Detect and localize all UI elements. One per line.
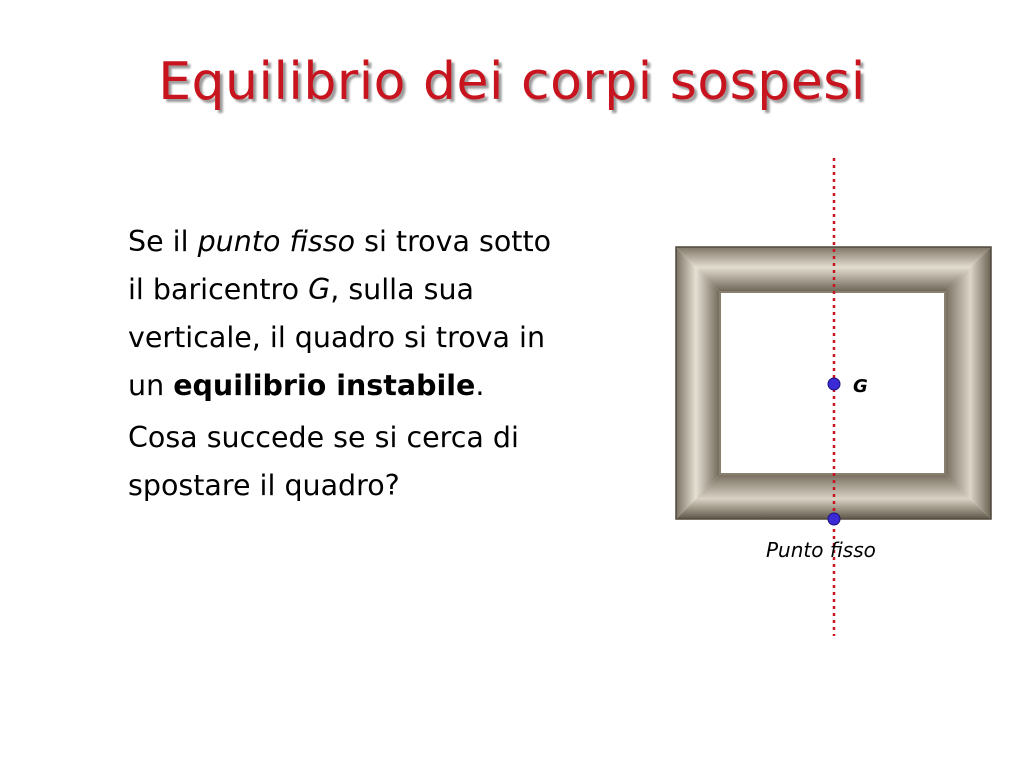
term-g: G [308, 273, 331, 306]
fixed-point-label: Punto fisso [766, 538, 876, 562]
term-punto-fisso: punto fisso [197, 225, 356, 258]
paragraph-question: Cosa succede se si cerca di spostare il quadro? [128, 421, 519, 502]
slide-title: Equilibrio dei corpi sospesi [158, 52, 866, 112]
term-equilibrio-instabile: equilibrio instabile [173, 369, 476, 402]
fixed-point [828, 513, 840, 525]
centroid-label: G [853, 376, 868, 397]
centroid-point [828, 378, 840, 390]
paragraph-explanation: Se il punto fisso si trova sotto il baricentro G, sulla sua verticale, il quadro si trova in un equilibrio instabile. [128, 225, 552, 402]
